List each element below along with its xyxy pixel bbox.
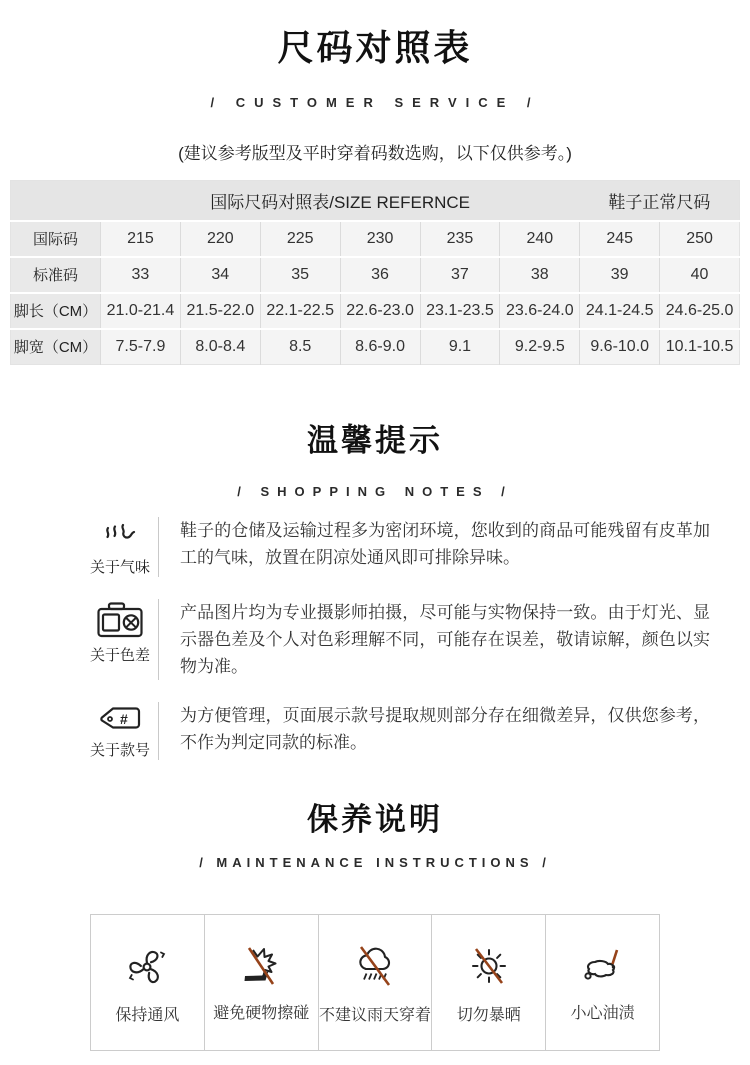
care-grid xyxy=(90,914,660,1051)
size-cell: 9.2-9.5 xyxy=(500,329,580,365)
size-cell: 21.5-22.0 xyxy=(180,293,260,329)
customer-service-subtitle: / CUSTOMER SERVICE / xyxy=(210,95,540,110)
camera-icon xyxy=(96,601,144,639)
care-label: 保持通风 xyxy=(115,1006,180,1024)
shopping-notes-subtitle: / SHOPPING NOTES / xyxy=(237,484,513,499)
care-label: 小心油渍 xyxy=(570,1004,635,1022)
size-cell: 9.1 xyxy=(420,329,500,365)
size-cell: 225 xyxy=(260,221,340,257)
tip-text: 为方便管理，页面展示款号提取规则部分存在细微差异，仅供您参考，不作为判定同款的标准。 xyxy=(158,702,710,760)
no-scrape-icon xyxy=(238,945,284,987)
size-cell: 22.1-22.5 xyxy=(260,293,340,329)
size-cell: 24.1-24.5 xyxy=(580,293,660,329)
size-cell: 245 xyxy=(580,221,660,257)
size-cell: 23.6-24.0 xyxy=(500,293,580,329)
tip-label: 关于气味 xyxy=(89,559,150,576)
care-title: 保养说明 xyxy=(307,802,443,837)
tip-item-smell xyxy=(82,517,710,577)
care-item-no-rain xyxy=(318,915,432,1050)
size-cell: 22.6-23.0 xyxy=(340,293,420,329)
tag-icon xyxy=(97,704,143,734)
table-header-main: 国际尺码对照表/SIZE REFERNCE xyxy=(101,181,580,221)
tip-label: 关于色差 xyxy=(89,647,150,664)
size-advice-note: (建议参考版型及平时穿着码数选购，以下仅供参考。) xyxy=(178,144,572,163)
size-cell: 220 xyxy=(180,221,260,257)
size-cell: 39 xyxy=(580,257,660,293)
tip-item-color xyxy=(82,599,710,680)
table-row xyxy=(11,257,740,293)
size-cell: 230 xyxy=(340,221,420,257)
size-table xyxy=(10,180,740,365)
size-cell: 34 xyxy=(180,257,260,293)
size-cell: 240 xyxy=(500,221,580,257)
table-row xyxy=(11,329,740,365)
care-label: 切勿暴晒 xyxy=(456,1006,521,1024)
size-cell: 21.0-21.4 xyxy=(101,293,181,329)
table-header-spacer xyxy=(11,181,101,221)
maintenance-subtitle: / MAINTENANCE INSTRUCTIONS / xyxy=(199,855,551,870)
size-cell: 215 xyxy=(101,221,181,257)
tip-text: 产品图片均为专业摄影师拍摄，尽可能与实物保持一致。由于灯光、显示器色差及个人对色彩理解不同，可能存在误差，敬请谅解，颜色以实物为准。 xyxy=(158,599,710,680)
care-item-no-sun xyxy=(431,915,545,1050)
size-table-body xyxy=(11,221,740,365)
size-cell: 37 xyxy=(420,257,500,293)
tip-label: 关于款号 xyxy=(89,742,150,759)
care-item-no-scrape xyxy=(204,915,318,1050)
size-cell: 8.0-8.4 xyxy=(180,329,260,365)
size-cell: 23.1-23.5 xyxy=(420,293,500,329)
size-table-header-row xyxy=(11,181,740,221)
care-item-ventilation xyxy=(91,915,204,1050)
table-header-right: 鞋子正常尺码 xyxy=(580,181,740,221)
tip-text: 鞋子的仓储及运输过程多为密闭环境，您收到的商品可能残留有皮革加工的气味，放置在阴凉处通风即可排除异味。 xyxy=(158,517,710,577)
size-cell: 38 xyxy=(500,257,580,293)
row-label: 标准码 xyxy=(11,257,101,293)
care-label: 不建议雨天穿着 xyxy=(318,1006,431,1024)
tips-list xyxy=(0,517,750,760)
size-cell: 36 xyxy=(340,257,420,293)
size-cell: 235 xyxy=(420,221,500,257)
care-label: 避免硬物擦碰 xyxy=(213,1004,310,1022)
size-cell: 8.6-9.0 xyxy=(340,329,420,365)
row-label: 国际码 xyxy=(11,221,101,257)
table-row xyxy=(11,293,740,329)
care-item-oil xyxy=(545,915,659,1050)
size-cell: 8.5 xyxy=(260,329,340,365)
no-sun-icon xyxy=(466,943,512,989)
oil-stain-icon xyxy=(580,945,626,987)
row-label: 脚长（CM） xyxy=(11,293,101,329)
size-cell: 35 xyxy=(260,257,340,293)
size-cell: 33 xyxy=(101,257,181,293)
tips-title: 温馨提示 xyxy=(307,423,443,458)
size-cell: 9.6-10.0 xyxy=(580,329,660,365)
size-cell: 24.6-25.0 xyxy=(660,293,740,329)
size-chart-title: 尺码对照表 xyxy=(277,27,473,68)
size-cell: 40 xyxy=(660,257,740,293)
fan-icon xyxy=(124,943,170,989)
smell-icon xyxy=(98,519,142,551)
table-row xyxy=(11,221,740,257)
svg-text:#: # xyxy=(120,711,128,727)
size-cell: 250 xyxy=(660,221,740,257)
row-label: 脚宽（CM） xyxy=(11,329,101,365)
tip-item-style-number xyxy=(82,702,710,760)
size-cell: 10.1-10.5 xyxy=(660,329,740,365)
no-rain-icon xyxy=(352,943,398,989)
size-cell: 7.5-7.9 xyxy=(101,329,181,365)
